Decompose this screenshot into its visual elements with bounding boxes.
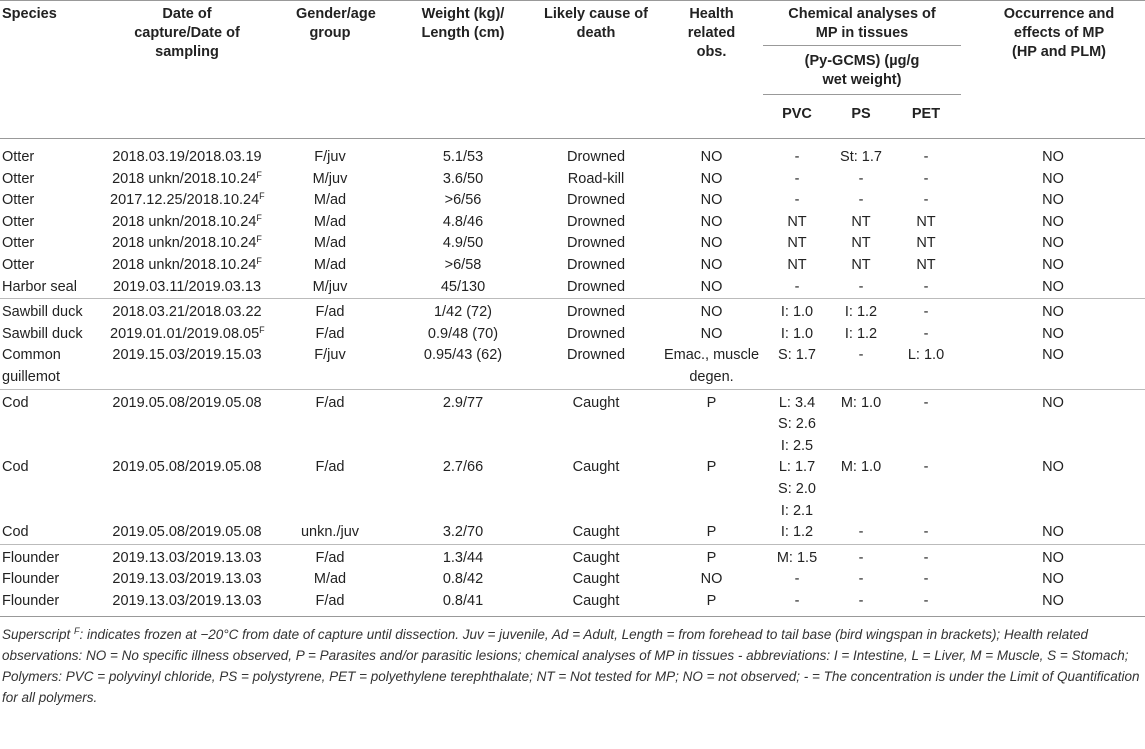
- cell-ps-line: St: 1.7: [840, 149, 882, 165]
- cell-pet: [891, 139, 961, 169]
- table-row: [0, 569, 1145, 591]
- cell-pet-line: -: [923, 524, 929, 541]
- cell-cause: Caught: [572, 524, 620, 541]
- cell-health-line: NO: [700, 325, 723, 342]
- cell-date-text: 2018 unkn/2018.10.24: [112, 170, 257, 187]
- cell-cause: Drowned: [532, 299, 660, 324]
- cell-species: Otter: [2, 149, 35, 165]
- footnote: [0, 617, 1145, 708]
- cell-pet-line: NT: [916, 213, 936, 230]
- cell-health-line: NO: [700, 304, 723, 321]
- table-row: [0, 389, 1145, 457]
- cell-pvc: [763, 522, 831, 544]
- cell-species: Cod: [2, 459, 29, 476]
- table-row: [0, 324, 1145, 346]
- cell-ps: [831, 569, 891, 591]
- cell-pet-line: -: [923, 459, 929, 476]
- cell-pet-line: NT: [916, 256, 936, 273]
- cell-date: [108, 169, 266, 191]
- cell-health: [660, 255, 763, 277]
- cell-date-text: 2019.05.08/2019.05.08: [112, 394, 262, 411]
- cell-pet: [891, 522, 961, 544]
- table-row: [0, 522, 1145, 544]
- cell-ps-line: -: [858, 278, 864, 295]
- cell-date-text: 2019.13.03/2019.13.03: [112, 592, 262, 609]
- header-occurrence: Occurrence and effects of MP (HP and PLM): [1003, 6, 1115, 60]
- cell-species-line: guillemot: [2, 368, 61, 385]
- cell-pvc: [763, 389, 831, 457]
- cell-cause: Caught: [572, 459, 620, 476]
- cell-pet: [891, 345, 961, 389]
- cell-date: [108, 233, 266, 255]
- cell-weight: 0.8/42: [442, 571, 484, 588]
- cell-gender: M/ad: [313, 256, 347, 273]
- cell-ps-line: -: [858, 170, 864, 187]
- cell-species: Cod: [0, 389, 108, 457]
- cell-ps: [831, 169, 891, 191]
- cell-pet: [891, 591, 961, 617]
- cell-date: [108, 457, 266, 522]
- cell-ps: [831, 277, 891, 299]
- cell-date-text: 2019.01.01/2019.08.05: [110, 325, 260, 342]
- cell-ps-line: -: [858, 592, 864, 609]
- cell-pet: [891, 324, 961, 346]
- cell-pvc-line: NT: [787, 256, 807, 273]
- cell-health: [660, 522, 763, 544]
- cell-pvc-line: -: [794, 592, 800, 609]
- cell-health: [660, 277, 763, 299]
- cell-species: Sawbill duck: [2, 325, 83, 342]
- cell-weight: 4.8/46: [442, 213, 484, 230]
- table-row: [0, 169, 1145, 191]
- cell-date-text: 2018 unkn/2018.10.24: [112, 256, 257, 273]
- cell-cause: Drowned: [566, 256, 626, 273]
- cell-occurrence: NO: [1042, 571, 1064, 588]
- cell-date: [108, 544, 266, 569]
- cell-date: [108, 190, 266, 212]
- cell-gender: M/ad: [313, 571, 347, 588]
- cell-gender: F/ad: [266, 389, 394, 457]
- cell-gender: M/ad: [313, 235, 347, 252]
- table-row: [0, 255, 1145, 277]
- cell-date-text: 2019.05.08/2019.05.08: [112, 459, 262, 476]
- cell-pvc-line: I: 2.1: [780, 502, 814, 519]
- cell-species: Otter: [2, 192, 35, 209]
- table-row: [0, 190, 1145, 212]
- cell-weight: 2.7/66: [442, 459, 484, 476]
- frozen-marker: F: [259, 191, 265, 202]
- cell-pvc-line: S: 2.6: [778, 416, 816, 433]
- cell-occurrence: NO: [1042, 459, 1064, 476]
- frozen-marker: F: [256, 212, 262, 223]
- cell-ps-line: -: [858, 192, 864, 209]
- cell-gender: F/ad: [315, 459, 345, 476]
- cell-pvc: [763, 190, 831, 212]
- cell-gender: F/ad: [315, 325, 345, 342]
- cell-cause: Caught: [532, 389, 660, 457]
- cell-gender: F/juv: [314, 347, 346, 364]
- cell-health: [660, 389, 763, 457]
- cell-health-line: P: [706, 592, 717, 609]
- cell-health-line: NO: [700, 278, 723, 295]
- cell-pet-line: -: [923, 170, 929, 187]
- cell-pvc: [763, 345, 831, 389]
- cell-ps-line: NT: [851, 235, 871, 252]
- cell-species: Sawbill duck: [0, 299, 108, 324]
- cell-cause: Caught: [572, 571, 620, 588]
- cell-pvc: [763, 233, 831, 255]
- cell-date-text: 2018.03.21/2018.03.22: [112, 304, 262, 321]
- cell-date-text: 2019.13.03/2019.13.03: [112, 549, 262, 566]
- cell-cause: Drowned: [566, 278, 626, 295]
- cell-health: [660, 233, 763, 255]
- cell-occurrence: NO: [1042, 213, 1064, 230]
- cell-cause: Drowned: [566, 213, 626, 230]
- cell-date-text: 2019.15.03/2019.15.03: [112, 347, 262, 364]
- cell-ps: [831, 299, 891, 324]
- cell-pvc-line: -: [794, 278, 800, 295]
- cell-ps-line: M: 1.0: [840, 459, 882, 476]
- cell-species: Otter: [2, 256, 35, 273]
- footnote-superscript: F: [74, 626, 80, 637]
- cell-occurrence: NO: [961, 299, 1145, 324]
- table-row: [0, 544, 1145, 569]
- header-date: Date of capture/Date of sampling: [134, 6, 240, 60]
- cell-pet-line: -: [923, 592, 929, 609]
- cell-pvc-line: I: 1.0: [780, 304, 814, 321]
- cell-date: [108, 324, 266, 346]
- cell-occurrence: NO: [1042, 524, 1064, 541]
- table-row: [0, 139, 1145, 169]
- cell-occurrence: NO: [1042, 347, 1064, 364]
- cell-ps-line: NT: [851, 256, 871, 273]
- cell-species: Flounder: [0, 544, 108, 569]
- cell-pvc-line: I: 1.0: [780, 325, 814, 342]
- cell-species: Cod: [2, 524, 29, 541]
- cell-ps-line: -: [858, 347, 864, 364]
- cell-pvc-line: I: 1.2: [780, 524, 814, 541]
- cell-pvc-line: -: [794, 571, 800, 588]
- cell-pvc: [763, 255, 831, 277]
- cell-date: [108, 255, 266, 277]
- cell-pet-line: -: [923, 149, 929, 165]
- cell-health-line: P: [706, 459, 717, 476]
- cell-date-text: 2018.03.19/2018.03.19: [112, 149, 262, 165]
- cell-pvc-line: -: [794, 170, 800, 187]
- cell-pet: [891, 457, 961, 522]
- cell-weight: 0.9/48 (70): [427, 325, 499, 342]
- cell-pvc-line: M: 1.5: [776, 549, 818, 566]
- cell-pvc: [763, 212, 831, 234]
- header-health: Health related obs.: [687, 6, 736, 60]
- header-gender: Gender/age group: [296, 6, 376, 41]
- cell-gender: M/ad: [313, 213, 347, 230]
- cell-pvc: [763, 169, 831, 191]
- cell-pet: [891, 299, 961, 324]
- cell-pvc: [763, 299, 831, 324]
- cell-species: Flounder: [2, 571, 60, 588]
- cell-health-line: NO: [700, 192, 723, 209]
- cell-cause: Road-kill: [567, 170, 625, 187]
- cell-ps: [831, 139, 891, 169]
- cell-ps-line: M: 1.0: [840, 394, 882, 411]
- cell-weight: 4.9/50: [442, 235, 484, 252]
- cell-pet-line: -: [923, 394, 929, 411]
- cell-weight: 1.3/44: [394, 544, 532, 569]
- cell-occurrence: NO: [1042, 235, 1064, 252]
- cell-date-text: 2018 unkn/2018.10.24: [112, 213, 257, 230]
- cell-species: Otter: [2, 235, 35, 252]
- table-row: [0, 299, 1145, 324]
- cell-gender: F/ad: [266, 544, 394, 569]
- cell-cause: Drowned: [566, 149, 626, 165]
- table-row: [0, 233, 1145, 255]
- header-chem: Chemical analyses of MP in tissues: [763, 1, 961, 46]
- cell-ps-line: I: 1.2: [844, 304, 878, 321]
- table-row: [0, 212, 1145, 234]
- cell-weight: 0.8/41: [394, 591, 532, 617]
- cell-date-text: 2017.12.25/2018.10.24: [110, 192, 260, 209]
- cell-pvc-line: S: 2.0: [778, 480, 816, 497]
- cell-ps: [831, 190, 891, 212]
- cell-weight: >6/58: [444, 256, 482, 273]
- cell-pet: [891, 389, 961, 457]
- cell-health: [660, 591, 763, 617]
- cell-pet: [891, 212, 961, 234]
- cell-pet-line: -: [923, 571, 929, 588]
- cell-date: [108, 299, 266, 324]
- cell-pvc-line: S: 1.7: [778, 347, 816, 364]
- cell-pet: [891, 233, 961, 255]
- frozen-marker: F: [256, 234, 262, 245]
- cell-ps-line: -: [858, 571, 864, 588]
- frozen-marker: F: [256, 255, 262, 266]
- header-chem-sub: (Py-GCMS) (µg/g wet weight): [763, 46, 961, 95]
- cell-species: Otter: [2, 170, 35, 187]
- cell-gender: unkn./juv: [300, 524, 360, 541]
- cell-pvc-line: -: [794, 192, 800, 209]
- header-weight: Weight (kg)/ Length (cm): [421, 6, 505, 41]
- table-body: [0, 139, 1145, 617]
- cell-occurrence: NO: [961, 591, 1145, 617]
- footnote-prefix: Superscript: [2, 627, 75, 643]
- cell-pvc: [763, 139, 831, 169]
- cell-health: [660, 345, 763, 389]
- cell-health: [660, 169, 763, 191]
- cell-health: [660, 544, 763, 569]
- cell-date-text: 2019.03.11/2019.03.13: [112, 278, 262, 295]
- cell-gender: M/juv: [312, 278, 348, 295]
- cell-ps-line: -: [858, 524, 864, 541]
- cell-health: [660, 139, 763, 169]
- cell-ps: [831, 522, 891, 544]
- table-row: [0, 457, 1145, 522]
- cell-date: [108, 212, 266, 234]
- cell-occurrence: NO: [961, 544, 1145, 569]
- cell-pet: [891, 255, 961, 277]
- cell-species: [0, 345, 108, 389]
- cell-ps-line: I: 1.2: [844, 325, 878, 342]
- table-row: [0, 277, 1145, 299]
- cell-pvc-line: NT: [787, 213, 807, 230]
- cell-pet: [891, 544, 961, 569]
- cell-ps-line: NT: [851, 213, 871, 230]
- cell-gender: M/juv: [312, 170, 348, 187]
- cell-species: Flounder: [0, 591, 108, 617]
- cell-cause: Drowned: [566, 325, 626, 342]
- cell-cause: Caught: [532, 591, 660, 617]
- cell-ps: [831, 457, 891, 522]
- cell-cause: Drowned: [566, 192, 626, 209]
- cell-health-line: NO: [700, 149, 723, 165]
- cell-ps: [831, 389, 891, 457]
- cell-health-line: P: [706, 549, 717, 566]
- cell-weight: 45/130: [440, 278, 486, 295]
- cell-gender: F/ad: [266, 299, 394, 324]
- cell-cause: Drowned: [566, 235, 626, 252]
- cell-occurrence: NO: [961, 389, 1145, 457]
- cell-weight: >6/56: [444, 192, 482, 209]
- cell-health-line: Emac., muscle: [663, 347, 760, 364]
- cell-pvc-line: I: 2.5: [780, 437, 814, 454]
- cell-health-line: NO: [700, 170, 723, 187]
- table-row: [0, 345, 1145, 389]
- cell-pvc-line: L: 1.7: [778, 459, 816, 476]
- cell-ps: [831, 233, 891, 255]
- cell-pvc: [763, 544, 831, 569]
- cell-occurrence: NO: [1042, 278, 1064, 295]
- cell-date: [108, 277, 266, 299]
- cell-weight: 1/42 (72): [394, 299, 532, 324]
- cell-date: [108, 345, 266, 389]
- cell-date: [108, 389, 266, 457]
- cell-pvc: [763, 324, 831, 346]
- cell-pet: [891, 190, 961, 212]
- footnote-text: : indicates frozen at −20°C from date of capture until dissection. Juv = juvenile, Ad = Adult, Length = from forehead to tail base (bird wingspan in brackets); Health related observations: NO = No specific illness observed, P = Parasites and/or parasitic lesions; chemical analyses of MP in tissues - abbreviations: I = Intestine, L = Liver, M = Muscle, S = Stomach; Polymers: PVC = polyvinyl chloride, PS = polystyrene, PET = polyethylene terephthalate; NT = Not tested for MP; NO = not observed; - = The concentration is under the Limit of Quantification for all polymers.: [2, 627, 1140, 706]
- cell-pvc: [763, 591, 831, 617]
- cell-health-line: NO: [700, 256, 723, 273]
- cell-pet-line: -: [923, 549, 929, 566]
- cell-pet: [891, 277, 961, 299]
- cell-date: [108, 569, 266, 591]
- header-cause: Likely cause of death: [544, 6, 648, 41]
- cell-ps: [831, 544, 891, 569]
- cell-pet: [891, 169, 961, 191]
- cell-pet-line: -: [923, 278, 929, 295]
- cell-weight: 2.9/77: [394, 389, 532, 457]
- cell-ps-line: -: [858, 549, 864, 566]
- cell-ps: [831, 345, 891, 389]
- header-pvc: PVC: [782, 106, 812, 122]
- cell-health: [660, 569, 763, 591]
- cell-cause: Drowned: [566, 347, 626, 364]
- cell-pet-line: L: 1.0: [907, 347, 945, 364]
- cell-pvc-line: L: 3.4: [778, 394, 816, 411]
- cell-gender: M/ad: [313, 192, 347, 209]
- cell-date-text: 2019.13.03/2019.13.03: [112, 571, 262, 588]
- cell-pet-line: -: [923, 192, 929, 209]
- cell-date: [108, 139, 266, 169]
- cell-health: [660, 324, 763, 346]
- header-ps: PS: [851, 106, 871, 122]
- cell-species: Harbor seal: [2, 278, 77, 295]
- cell-health: [660, 299, 763, 324]
- cell-gender: F/juv: [314, 149, 346, 165]
- cell-health-line: NO: [700, 235, 723, 252]
- cell-weight: 3.2/70: [442, 524, 484, 541]
- table-row: [0, 591, 1145, 617]
- cell-health-line: P: [706, 524, 717, 541]
- cell-weight: 5.1/53: [442, 149, 484, 165]
- cell-pet-line: -: [923, 304, 929, 321]
- cell-health-line: NO: [700, 571, 723, 588]
- cell-ps: [831, 255, 891, 277]
- cell-pvc: [763, 457, 831, 522]
- cell-health-line: degen.: [689, 368, 734, 385]
- cell-species-line: Common: [2, 347, 61, 364]
- cell-species: Otter: [2, 213, 35, 230]
- frozen-marker: F: [259, 324, 265, 335]
- cell-ps: [831, 212, 891, 234]
- cell-pvc-line: -: [794, 149, 800, 165]
- cell-weight: 3.6/50: [442, 170, 484, 187]
- cell-ps: [831, 324, 891, 346]
- cell-pvc: [763, 277, 831, 299]
- cell-weight: 0.95/43 (62): [423, 347, 503, 364]
- cell-pvc: [763, 569, 831, 591]
- header-pet: PET: [911, 106, 941, 122]
- cell-date-text: 2019.05.08/2019.05.08: [112, 524, 262, 541]
- frozen-marker: F: [256, 169, 262, 180]
- cell-pet-line: NT: [916, 235, 936, 252]
- cell-pet-line: -: [923, 325, 929, 342]
- cell-occurrence: NO: [1042, 149, 1064, 165]
- cell-health-line: P: [706, 394, 717, 411]
- cell-date-text: 2018 unkn/2018.10.24: [112, 235, 257, 252]
- header-species: Species: [2, 6, 57, 22]
- cell-health-line: NO: [700, 213, 723, 230]
- cell-occurrence: NO: [1042, 170, 1064, 187]
- cell-gender: F/ad: [266, 591, 394, 617]
- cell-ps: [831, 591, 891, 617]
- cell-health: [660, 212, 763, 234]
- cell-occurrence: NO: [1042, 325, 1064, 342]
- cell-health: [660, 457, 763, 522]
- cell-occurrence: NO: [1042, 192, 1064, 209]
- cell-pvc-line: NT: [787, 235, 807, 252]
- cell-health: [660, 190, 763, 212]
- cell-occurrence: NO: [1042, 256, 1064, 273]
- cell-pet: [891, 569, 961, 591]
- cell-date: [108, 522, 266, 544]
- cell-cause: Caught: [532, 544, 660, 569]
- cell-date: [108, 591, 266, 617]
